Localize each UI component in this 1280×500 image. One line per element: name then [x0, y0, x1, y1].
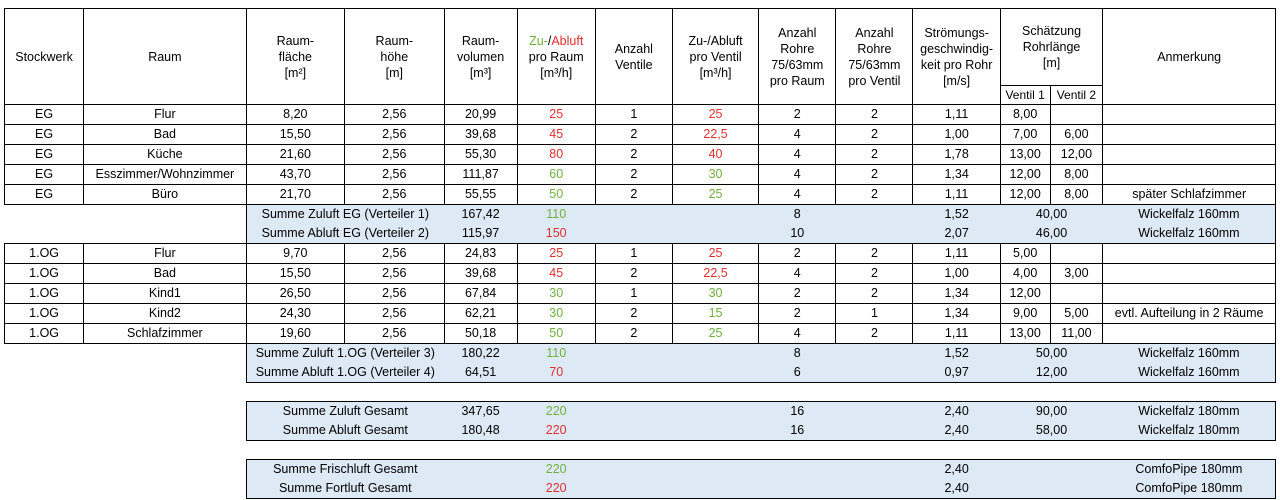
summary-spacer: [595, 205, 758, 225]
cell-anmerkung[interactable]: evtl. Aufteilung in 2 Räume: [1103, 304, 1276, 324]
table-row: [5, 125, 1276, 145]
summary-row: [5, 479, 1276, 499]
cell-volumen[interactable]: 50,18: [444, 324, 517, 344]
summary-row: [5, 421, 1276, 441]
cell-volumen[interactable]: 55,30: [444, 145, 517, 165]
spacer-cell: [5, 383, 1276, 402]
cell-flaeche[interactable]: 8,20: [246, 105, 344, 125]
summary-rohre[interactable]: [759, 460, 836, 480]
header-line: [m³]: [469, 65, 492, 80]
cell-luft[interactable]: 50: [517, 324, 595, 344]
summary-volumen[interactable]: 64,51: [444, 363, 517, 383]
cell-luft[interactable]: 30: [517, 304, 595, 324]
empty-cell: [5, 363, 247, 383]
spreadsheet: [4, 8, 1276, 499]
cell-ventile[interactable]: 1: [595, 105, 672, 125]
cell-stroemung[interactable]: 1,34: [913, 284, 1000, 304]
summary-volumen[interactable]: 167,42: [444, 205, 517, 225]
table-header: [5, 9, 1276, 105]
summary-spacer: [836, 479, 913, 499]
cell-luft-ventil[interactable]: 40: [672, 145, 758, 165]
cell-volumen[interactable]: 39,68: [444, 125, 517, 145]
cell-volumen[interactable]: 67,84: [444, 284, 517, 304]
summary-label[interactable]: Summe Fortluft Gesamt: [246, 479, 444, 499]
cell-stockwerk[interactable]: EG: [5, 165, 84, 185]
summary-luft[interactable]: 220: [517, 479, 595, 499]
cell-laenge-ventil-2[interactable]: 3,00: [1050, 264, 1103, 284]
cell-stockwerk[interactable]: 1.OG: [5, 264, 84, 284]
cell-anmerkung[interactable]: [1103, 264, 1276, 284]
cell-anmerkung[interactable]: [1103, 105, 1276, 125]
cell-hoehe[interactable]: 2,56: [345, 324, 444, 344]
header-raum[interactable]: Raum: [84, 9, 246, 105]
cell-rohre-raum[interactable]: 2: [759, 284, 836, 304]
summary-anmerkung[interactable]: Wickelfalz 160mm: [1103, 363, 1276, 383]
cell-stroemung[interactable]: 1,11: [913, 105, 1000, 125]
cell-luft[interactable]: 50: [517, 185, 595, 205]
spacer-row: [5, 383, 1276, 402]
table-row: [5, 105, 1276, 125]
summary-laenge[interactable]: 12,00: [1000, 363, 1103, 383]
header-line: [m³/h]: [540, 65, 573, 80]
cell-raum[interactable]: Schlafzimmer: [84, 324, 246, 344]
header-ventil-1[interactable]: Ventil 1: [1000, 86, 1050, 105]
cell-rohre-raum[interactable]: 2: [759, 304, 836, 324]
cell-stroemung[interactable]: 1,11: [913, 244, 1000, 264]
cell-laenge-ventil-2[interactable]: [1050, 105, 1103, 125]
header-line: [m]: [385, 65, 403, 80]
summary-laenge[interactable]: [1000, 479, 1103, 499]
empty-cell: [5, 402, 247, 422]
summary-stroemung[interactable]: 2,40: [913, 460, 1000, 480]
cell-raum[interactable]: Flur: [84, 105, 246, 125]
header-line: Raum-: [375, 33, 414, 48]
cell-stroemung[interactable]: 1,11: [913, 185, 1000, 205]
summary-spacer: [595, 460, 758, 480]
cell-laenge-ventil-2[interactable]: 5,00: [1050, 304, 1103, 324]
header-stockwerk[interactable]: Stockwerk: [5, 9, 84, 105]
summary-laenge[interactable]: 46,00: [1000, 224, 1103, 244]
cell-luft[interactable]: 30: [517, 284, 595, 304]
cell-flaeche[interactable]: 19,60: [246, 324, 344, 344]
table-row: [5, 284, 1276, 304]
summary-rohre[interactable]: 16: [759, 421, 836, 441]
header-line: Anzahl: [614, 41, 653, 56]
cell-laenge-ventil-2[interactable]: 8,00: [1050, 165, 1103, 185]
cell-anmerkung[interactable]: [1103, 165, 1276, 185]
cell-hoehe[interactable]: 2,56: [345, 185, 444, 205]
summary-rohre[interactable]: 10: [759, 224, 836, 244]
summary-stroemung[interactable]: 2,40: [913, 421, 1000, 441]
header-line: Ventile: [615, 57, 653, 72]
empty-cell: [5, 479, 247, 499]
summary-row: [5, 224, 1276, 244]
cell-volumen[interactable]: 24,83: [444, 244, 517, 264]
summary-rohre[interactable]: 16: [759, 402, 836, 422]
cell-flaeche[interactable]: 26,50: [246, 284, 344, 304]
cell-luft-ventil[interactable]: 25: [672, 185, 758, 205]
cell-anmerkung[interactable]: [1103, 244, 1276, 264]
header-line: Raum-: [461, 33, 500, 48]
summary-volumen[interactable]: 180,22: [444, 344, 517, 364]
summary-label[interactable]: Summe Frischluft Gesamt: [246, 460, 444, 480]
summary-stroemung[interactable]: 2,07: [913, 224, 1000, 244]
header-luft-pro-raum[interactable]: [517, 9, 595, 105]
cell-flaeche[interactable]: 21,70: [246, 185, 344, 205]
cell-ventile[interactable]: 2: [595, 185, 672, 205]
cell-hoehe[interactable]: 2,56: [345, 264, 444, 284]
cell-rohre-raum[interactable]: 4: [759, 165, 836, 185]
summary-luft[interactable]: 220: [517, 460, 595, 480]
header-line: [m/s]: [943, 73, 971, 88]
cell-raum[interactable]: Bad: [84, 264, 246, 284]
cell-luft[interactable]: 45: [517, 125, 595, 145]
cell-laenge-ventil-1[interactable]: 13,00: [1000, 145, 1050, 165]
summary-volumen[interactable]: 115,97: [444, 224, 517, 244]
header-line: 75/63mm: [771, 57, 824, 72]
empty-cell: [5, 344, 247, 364]
summary-anmerkung[interactable]: ComfoPipe 180mm: [1103, 460, 1276, 480]
cell-laenge-ventil-2[interactable]: [1050, 284, 1103, 304]
cell-stockwerk[interactable]: 1.OG: [5, 244, 84, 264]
summary-spacer: [595, 421, 758, 441]
header-slash: /: [547, 33, 552, 48]
cell-laenge-ventil-2[interactable]: 12,00: [1050, 145, 1103, 165]
summary-label[interactable]: Summe Zuluft 1.OG (Verteiler 3): [246, 344, 444, 364]
cell-luft[interactable]: 45: [517, 264, 595, 284]
cell-ventile[interactable]: 2: [595, 304, 672, 324]
cell-flaeche[interactable]: 15,50: [246, 264, 344, 284]
cell-luft[interactable]: 25: [517, 244, 595, 264]
table-body: [5, 105, 1276, 499]
header-line: geschwindig-: [920, 41, 994, 56]
summary-luft[interactable]: 150: [517, 224, 595, 244]
cell-luft[interactable]: 25: [517, 105, 595, 125]
summary-laenge[interactable]: 40,00: [1000, 205, 1103, 225]
summary-spacer: [595, 363, 758, 383]
cell-rohre-raum[interactable]: 4: [759, 125, 836, 145]
ventilation-table: [4, 8, 1276, 499]
cell-rohre-ventil[interactable]: 2: [836, 244, 913, 264]
summary-luft[interactable]: 220: [517, 402, 595, 422]
summary-stroemung[interactable]: 0,97: [913, 363, 1000, 383]
summary-anmerkung[interactable]: Wickelfalz 160mm: [1103, 224, 1276, 244]
header-line: pro Raum: [528, 49, 584, 64]
cell-ventile[interactable]: 2: [595, 324, 672, 344]
header-luft-pro-ventil[interactable]: [672, 9, 758, 105]
cell-flaeche[interactable]: 21,60: [246, 145, 344, 165]
cell-volumen[interactable]: 20,99: [444, 105, 517, 125]
summary-row: [5, 205, 1276, 225]
cell-raum[interactable]: Bad: [84, 125, 246, 145]
cell-luft-ventil[interactable]: 25: [672, 324, 758, 344]
summary-row: [5, 344, 1276, 364]
cell-rohre-ventil[interactable]: 2: [836, 284, 913, 304]
cell-stockwerk[interactable]: EG: [5, 125, 84, 145]
summary-stroemung[interactable]: 1,52: [913, 344, 1000, 364]
cell-laenge-ventil-2[interactable]: [1050, 244, 1103, 264]
header-zu: Zu-: [529, 33, 548, 48]
summary-volumen[interactable]: [444, 460, 517, 480]
summary-anmerkung[interactable]: Wickelfalz 160mm: [1103, 344, 1276, 364]
summary-label[interactable]: Summe Zuluft Gesamt: [246, 402, 444, 422]
cell-laenge-ventil-1[interactable]: 9,00: [1000, 304, 1050, 324]
cell-ventile[interactable]: 2: [595, 165, 672, 185]
summary-row: [5, 460, 1276, 480]
summary-anmerkung[interactable]: ComfoPipe 180mm: [1103, 479, 1276, 499]
cell-hoehe[interactable]: 2,56: [345, 145, 444, 165]
summary-anmerkung[interactable]: Wickelfalz 180mm: [1103, 421, 1276, 441]
cell-rohre-ventil[interactable]: 2: [836, 324, 913, 344]
cell-hoehe[interactable]: 2,56: [345, 304, 444, 324]
cell-volumen[interactable]: 62,21: [444, 304, 517, 324]
summary-spacer: [836, 402, 913, 422]
summary-anmerkung[interactable]: Wickelfalz 180mm: [1103, 402, 1276, 422]
summary-volumen[interactable]: 347,65: [444, 402, 517, 422]
summary-stroemung[interactable]: 2,40: [913, 479, 1000, 499]
empty-cell: [5, 421, 247, 441]
header-volumen[interactable]: [444, 9, 517, 105]
table-row: [5, 264, 1276, 284]
cell-stockwerk[interactable]: EG: [5, 105, 84, 125]
cell-raum[interactable]: Esszimmer/Wohnzimmer: [84, 165, 246, 185]
spacer-cell: [5, 441, 1276, 460]
summary-spacer: [595, 224, 758, 244]
header-line: Schätzung: [1022, 24, 1082, 38]
summary-label[interactable]: Summe Abluft EG (Verteiler 2): [246, 224, 444, 244]
cell-rohre-raum[interactable]: 4: [759, 145, 836, 165]
cell-rohre-raum[interactable]: 4: [759, 324, 836, 344]
summary-rohre[interactable]: 8: [759, 205, 836, 225]
header-line: [m]: [1042, 56, 1061, 70]
table-row: [5, 324, 1276, 344]
cell-stockwerk[interactable]: 1.OG: [5, 304, 84, 324]
cell-laenge-ventil-2[interactable]: 8,00: [1050, 185, 1103, 205]
header-line: pro Ventil: [848, 73, 901, 88]
summary-label[interactable]: Summe Zuluft EG (Verteiler 1): [246, 205, 444, 225]
header-rohre-pro-raum[interactable]: [759, 9, 836, 105]
summary-row: [5, 363, 1276, 383]
cell-luft-ventil[interactable]: 30: [672, 165, 758, 185]
header-line: [m²]: [284, 65, 307, 80]
table-row: [5, 244, 1276, 264]
cell-flaeche[interactable]: 43,70: [246, 165, 344, 185]
summary-anmerkung[interactable]: Wickelfalz 160mm: [1103, 205, 1276, 225]
header-line: Strömungs-: [924, 25, 989, 40]
summary-spacer: [595, 479, 758, 499]
cell-flaeche[interactable]: 9,70: [246, 244, 344, 264]
summary-luft[interactable]: 70: [517, 363, 595, 383]
summary-spacer: [595, 344, 758, 364]
cell-hoehe[interactable]: 2,56: [345, 244, 444, 264]
cell-stroemung[interactable]: 1,00: [913, 125, 1000, 145]
empty-cell: [5, 224, 247, 244]
cell-rohre-ventil[interactable]: 1: [836, 304, 913, 324]
cell-stockwerk[interactable]: EG: [5, 145, 84, 165]
cell-rohre-ventil[interactable]: 2: [836, 185, 913, 205]
cell-raum[interactable]: Flur: [84, 244, 246, 264]
cell-laenge-ventil-1[interactable]: 4,00: [1000, 264, 1050, 284]
summary-stroemung[interactable]: 2,40: [913, 402, 1000, 422]
cell-volumen[interactable]: 39,68: [444, 264, 517, 284]
cell-rohre-ventil[interactable]: 2: [836, 264, 913, 284]
cell-anmerkung[interactable]: [1103, 145, 1276, 165]
summary-label[interactable]: Summe Abluft Gesamt: [246, 421, 444, 441]
summary-rohre[interactable]: [759, 479, 836, 499]
header-ventile[interactable]: [595, 9, 672, 105]
cell-raum[interactable]: Kind2: [84, 304, 246, 324]
summary-spacer: [836, 205, 913, 225]
cell-rohre-raum[interactable]: 4: [759, 264, 836, 284]
summary-volumen[interactable]: 180,48: [444, 421, 517, 441]
header-schaetzung[interactable]: [1000, 9, 1103, 86]
cell-luft-ventil[interactable]: 22,5: [672, 264, 758, 284]
spacer-row: [5, 441, 1276, 460]
cell-rohre-raum[interactable]: 4: [759, 185, 836, 205]
header-line: pro Ventil: [689, 49, 742, 64]
cell-laenge-ventil-2[interactable]: 6,00: [1050, 125, 1103, 145]
header-line: höhe: [380, 49, 409, 64]
summary-spacer: [836, 224, 913, 244]
cell-laenge-ventil-1[interactable]: 12,00: [1000, 165, 1050, 185]
cell-volumen[interactable]: 111,87: [444, 165, 517, 185]
summary-row: [5, 402, 1276, 422]
empty-cell: [5, 460, 247, 480]
summary-stroemung[interactable]: 1,52: [913, 205, 1000, 225]
table-row: [5, 304, 1276, 324]
header-line: Rohre: [780, 41, 815, 56]
header-ab: Abluft: [551, 33, 584, 48]
cell-raum[interactable]: Kind1: [84, 284, 246, 304]
header-anmerkung[interactable]: Anmerkung: [1103, 9, 1276, 105]
summary-rohre[interactable]: 6: [759, 363, 836, 383]
cell-rohre-ventil[interactable]: 2: [836, 105, 913, 125]
summary-volumen[interactable]: [444, 479, 517, 499]
cell-laenge-ventil-1[interactable]: 13,00: [1000, 324, 1050, 344]
summary-laenge[interactable]: 90,00: [1000, 402, 1103, 422]
cell-laenge-ventil-1[interactable]: 12,00: [1000, 284, 1050, 304]
header-flaeche[interactable]: [246, 9, 344, 105]
cell-laenge-ventil-1[interactable]: 5,00: [1000, 244, 1050, 264]
cell-luft-ventil[interactable]: 30: [672, 284, 758, 304]
cell-flaeche[interactable]: 15,50: [246, 125, 344, 145]
cell-hoehe[interactable]: 2,56: [345, 105, 444, 125]
summary-rohre[interactable]: 8: [759, 344, 836, 364]
cell-anmerkung[interactable]: [1103, 284, 1276, 304]
header-line: [m³/h]: [699, 65, 732, 80]
summary-label[interactable]: Summe Abluft 1.OG (Verteiler 4): [246, 363, 444, 383]
cell-anmerkung[interactable]: [1103, 324, 1276, 344]
table-row: [5, 165, 1276, 185]
cell-anmerkung[interactable]: später Schlafzimmer: [1103, 185, 1276, 205]
cell-luft[interactable]: 60: [517, 165, 595, 185]
cell-ventile[interactable]: 2: [595, 264, 672, 284]
cell-laenge-ventil-1[interactable]: 7,00: [1000, 125, 1050, 145]
header-rohre-pro-ventil[interactable]: [836, 9, 913, 105]
header-hoehe[interactable]: [345, 9, 444, 105]
cell-luft-ventil[interactable]: 25: [672, 105, 758, 125]
cell-luft-ventil[interactable]: 22,5: [672, 125, 758, 145]
cell-ventile[interactable]: 1: [595, 284, 672, 304]
cell-raum[interactable]: Büro: [84, 185, 246, 205]
header-stroemung[interactable]: [913, 9, 1000, 105]
cell-stroemung[interactable]: 1,11: [913, 324, 1000, 344]
cell-hoehe[interactable]: 2,56: [345, 125, 444, 145]
summary-laenge[interactable]: 58,00: [1000, 421, 1103, 441]
table-row: [5, 145, 1276, 165]
header-ventil-2[interactable]: Ventil 2: [1050, 86, 1103, 105]
cell-hoehe[interactable]: 2,56: [345, 165, 444, 185]
summary-luft[interactable]: 110: [517, 205, 595, 225]
cell-ventile[interactable]: 2: [595, 145, 672, 165]
header-line: pro Raum: [769, 73, 825, 88]
cell-ventile[interactable]: 1: [595, 244, 672, 264]
cell-rohre-ventil[interactable]: 2: [836, 165, 913, 185]
summary-spacer: [836, 421, 913, 441]
header-line: Anzahl: [778, 25, 817, 40]
cell-stroemung[interactable]: 1,34: [913, 165, 1000, 185]
cell-rohre-ventil[interactable]: 2: [836, 145, 913, 165]
header-line: Zu-/Abluft: [688, 33, 743, 48]
cell-stockwerk[interactable]: EG: [5, 185, 84, 205]
cell-luft-ventil[interactable]: 15: [672, 304, 758, 324]
cell-stroemung[interactable]: 1,00: [913, 264, 1000, 284]
header-line: 75/63mm: [848, 57, 901, 72]
cell-volumen[interactable]: 55,55: [444, 185, 517, 205]
cell-flaeche[interactable]: 24,30: [246, 304, 344, 324]
cell-stroemung[interactable]: 1,78: [913, 145, 1000, 165]
summary-spacer: [836, 363, 913, 383]
table-row: [5, 185, 1276, 205]
cell-anmerkung[interactable]: [1103, 125, 1276, 145]
cell-raum[interactable]: Küche: [84, 145, 246, 165]
cell-stockwerk[interactable]: 1.OG: [5, 284, 84, 304]
summary-laenge[interactable]: [1000, 460, 1103, 480]
empty-cell: [5, 205, 247, 225]
header-line: Anzahl: [855, 25, 894, 40]
cell-rohre-raum[interactable]: 2: [759, 105, 836, 125]
header-line: Rohrlänge: [1022, 40, 1081, 54]
summary-luft[interactable]: 220: [517, 421, 595, 441]
header-line: Raum-: [276, 33, 315, 48]
cell-rohre-ventil[interactable]: 2: [836, 125, 913, 145]
header-line: Rohre: [857, 41, 892, 56]
cell-laenge-ventil-1[interactable]: 8,00: [1000, 105, 1050, 125]
cell-laenge-ventil-1[interactable]: 12,00: [1000, 185, 1050, 205]
cell-laenge-ventil-2[interactable]: 11,00: [1050, 324, 1103, 344]
summary-spacer: [836, 344, 913, 364]
cell-rohre-raum[interactable]: 2: [759, 244, 836, 264]
summary-spacer: [836, 460, 913, 480]
header-line: volumen: [456, 49, 505, 64]
cell-ventile[interactable]: 2: [595, 125, 672, 145]
summary-laenge[interactable]: 50,00: [1000, 344, 1103, 364]
cell-luft[interactable]: 80: [517, 145, 595, 165]
cell-stroemung[interactable]: 1,34: [913, 304, 1000, 324]
header-line: keit pro Rohr: [920, 57, 993, 72]
cell-luft-ventil[interactable]: 25: [672, 244, 758, 264]
summary-luft[interactable]: 110: [517, 344, 595, 364]
header-line: fläche: [278, 49, 312, 64]
summary-spacer: [595, 402, 758, 422]
cell-hoehe[interactable]: 2,56: [345, 284, 444, 304]
cell-stockwerk[interactable]: 1.OG: [5, 324, 84, 344]
